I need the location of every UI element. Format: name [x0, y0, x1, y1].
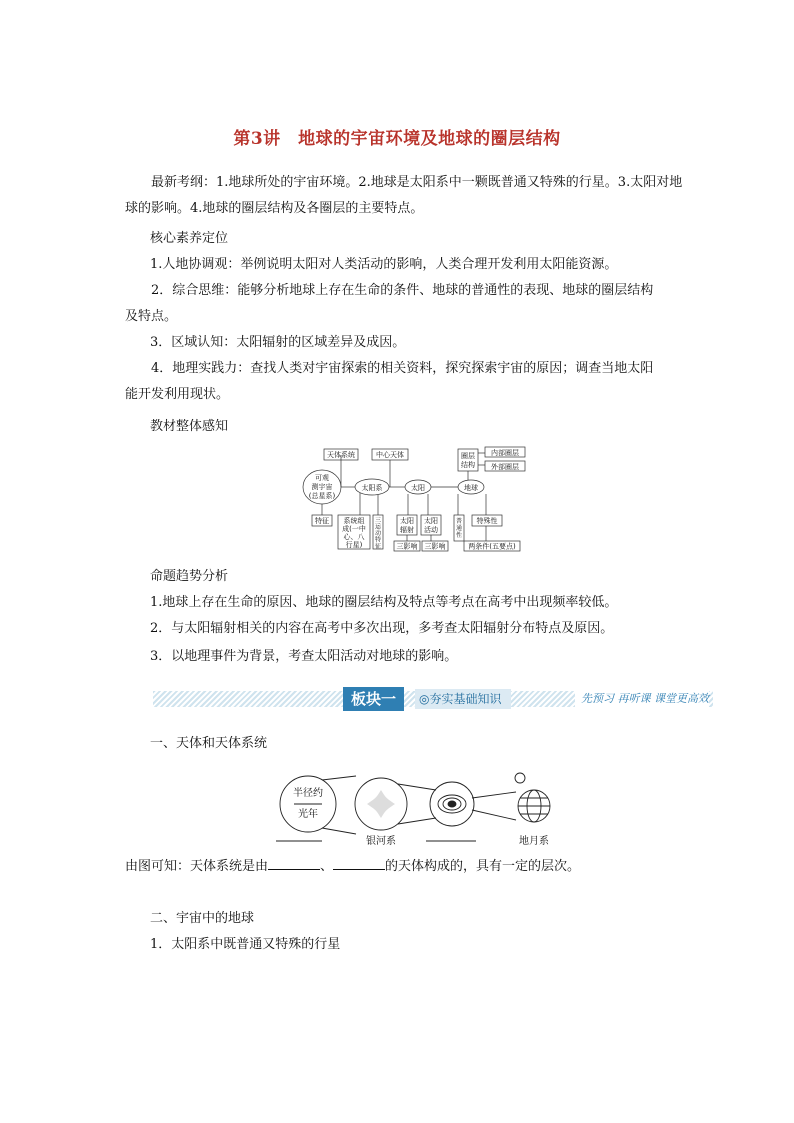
- common-label-3: 性: [455, 532, 463, 539]
- galaxy-label: 银河系: [366, 836, 396, 847]
- special-label: 特殊性: [476, 517, 498, 525]
- activity-label-1: 太阳: [424, 517, 438, 525]
- common-label-2: 通: [455, 525, 463, 532]
- blank-2[interactable]: [333, 857, 385, 870]
- three-motion-5: 征: [374, 543, 382, 550]
- page-title: 第3讲 地球的宇宙环境及地球的圈层结构: [233, 129, 561, 149]
- banner-subtitle: ◎夯实基础知识: [415, 689, 511, 709]
- exam-outline: 最新考纲：1.地球所处的宇宙环境。2.地球是太阳系中一颗既普通又特殊的行星。3.太阳对地球的影响。4.地球的圈层结构及各圈层的主要特点。: [125, 175, 683, 216]
- activity-label-2: 活动: [424, 526, 438, 534]
- moon-circle: [515, 773, 525, 783]
- section1-heading: 一、天体和天体系统: [150, 736, 268, 751]
- common-label-1: 普: [455, 518, 463, 525]
- celestial-system-figure: [276, 768, 562, 848]
- solar-system-label: 太阳系: [361, 484, 383, 492]
- influence1-label: 三影响: [396, 542, 418, 551]
- fill-prefix: 由图可知：天体系统是由: [125, 859, 269, 874]
- observable-label-3: (总星系): [308, 492, 336, 500]
- earth-moon-label: 地月系: [519, 836, 549, 847]
- fill-sentence: [125, 854, 580, 880]
- inner-layer-label: 内部圈层: [491, 449, 519, 457]
- observable-label-2: 测宇宙: [311, 483, 333, 491]
- two-conditions-label: 两条件(五要点): [468, 542, 516, 551]
- three-motion-3: 动: [374, 530, 382, 537]
- earth-label: 地球: [464, 484, 478, 492]
- textbook-heading: 教材整体感知: [150, 419, 229, 434]
- composition-label-4: 行星): [345, 541, 363, 549]
- trend-item-2: 2．与太阳辐射相关的内容在高考中多次出现，多考查太阳辐射分布特点及原因。: [150, 621, 614, 636]
- core-literacy-heading: 核心素养定位: [150, 231, 229, 246]
- composition-label-3: 心、八: [343, 533, 365, 541]
- trend-item-1: 1.地球上存在生命的原因、地球的圈层结构及特点等考点在高考中出现频率较低。: [150, 595, 618, 610]
- feature-label: 特征: [315, 517, 329, 525]
- banner-label: 板块一: [343, 687, 404, 711]
- observable-label-1: 可观: [315, 474, 329, 482]
- outer-layer-label: 外部圈层: [491, 463, 519, 471]
- section2-heading: 二、宇宙中的地球: [150, 911, 255, 926]
- radius-label: 半径约: [293, 788, 323, 799]
- composition-label-1: 系统组: [343, 517, 365, 525]
- section-banner: [153, 686, 713, 712]
- center-box-label: 中心天体: [376, 451, 404, 459]
- banner-slogan: 先预习 再听课 课堂更高效: [575, 690, 709, 708]
- fill-suffix: 的天体构成的，具有一定的层次。: [385, 859, 581, 874]
- galaxy-shape: [367, 790, 395, 818]
- system-box-label: 天体系统: [327, 451, 355, 459]
- layer-box-label-2: 结构: [461, 461, 475, 469]
- fill-separator: 、: [320, 859, 334, 874]
- influence2-label: 三影响: [424, 542, 446, 551]
- composition-label-2: 成(一中: [342, 525, 366, 533]
- core-item-4: 4．地理实践力：查找人类对宇宙探索的相关资料，探究探索宇宙的原因；调查当地太阳能开发利用现状。: [125, 361, 654, 402]
- trend-heading: 命题趋势分析: [150, 569, 229, 584]
- three-motion-1: 三: [374, 517, 382, 524]
- lightyear-label: 光年: [298, 809, 318, 820]
- radiation-label-1: 太阳: [400, 517, 414, 525]
- layer-box-label-1: 圈层: [461, 452, 475, 460]
- three-motion-4: 特: [374, 536, 382, 544]
- core-item-2: 2．综合思维：能够分析地球上存在生命的条件、地球的普通性的表现、地球的圈层结构及特点。: [125, 283, 654, 324]
- concept-map-diagram: [300, 445, 530, 555]
- subsection1-heading: 1．太阳系中既普通又特殊的行星: [150, 937, 341, 952]
- core-item-1: 1.人地协调观：举例说明太阳对人类活动的影响，人类合理开发利用太阳能资源。: [150, 257, 618, 272]
- trend-item-3: 3．以地理事件为背景，考查太阳活动对地球的影响。: [150, 649, 458, 664]
- core-item-3: 3．区域认知：太阳辐射的区域差异及成因。: [150, 335, 406, 350]
- sun-label: 太阳: [411, 484, 425, 492]
- blank-1[interactable]: [268, 857, 320, 870]
- three-motion-2: 运: [374, 523, 382, 531]
- radiation-label-2: 辐射: [400, 526, 414, 534]
